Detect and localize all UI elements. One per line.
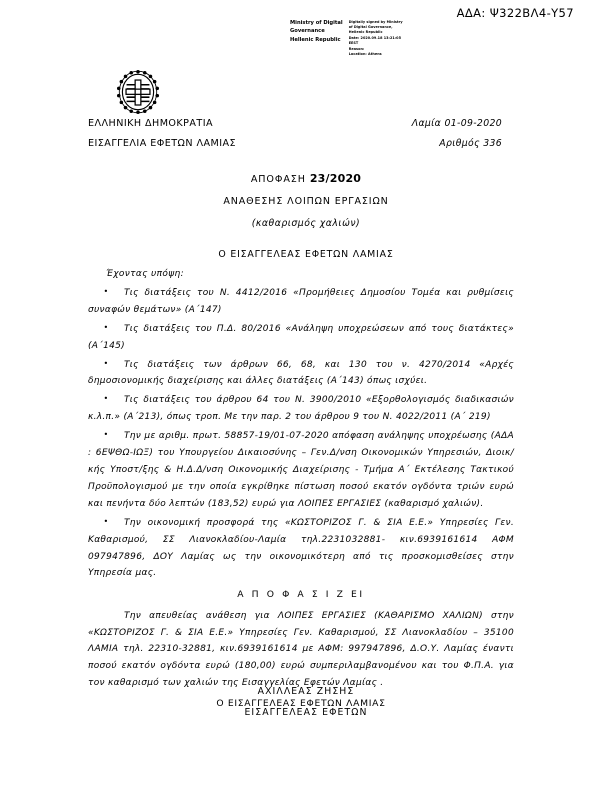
authority-name: ΕΛΛΗΝΙΚΗ ΔΗΜΟΚΡΑΤΙΑ — [88, 118, 214, 129]
list-item-text: Τις διατάξεις του Ν. 4412/2016 «Προμήθειες Δημοσίου Τομέα και ρυθμίσεις συναφών θεμάτων» (Α΄147) — [88, 287, 514, 315]
signature-detail-line: Reason: — [348, 46, 365, 51]
list-item-text: Την με αριθμ. πρωτ. 58857-19/01-07-2020 απόφαση ανάληψης υποχρέωσης (ΑΔΑ : 6ΕΨΘΩ-ΙΩΞ) του Υπουργείου Δικαιοσύνης – Γεν.Δ/νση Οικονομικών Υπηρεσιών, Διοικ/κής Υποστ/ξης & Η.Δ.Δ/νση Οικονομικής Διαχείρισης - Τμήμα Α΄ Εκτέλεσης Τακτικού Προϋπολογισμού με την οποία εγκρίθηκε πίστωση ποσού εκατόν ογδόντα τριών ευρώ και πενήντα δύο λεπτών (183,52) ευρώ για ΛΟΙΠΕΣ ΕΡΓΑΣΙΕΣ (καθαρισμό χαλιών). — [88, 431, 514, 509]
signature-details — [349, 19, 403, 58]
decision-title — [0, 172, 612, 185]
signature-authority-line: Ministry of Digital — [290, 20, 343, 26]
decides-heading: Α Π Ο Φ Α Σ Ι Ζ ΕΙ — [237, 589, 365, 601]
bullet-icon — [88, 284, 124, 299]
closing-officer-title: Ο ΕΙΣΑΓΓΕΛΕΑΣ ΕΦΕΤΩΝ ΛΑΜΙΑΣ — [216, 698, 386, 710]
signature-authority-name — [290, 19, 343, 44]
list-item-text: Τις διατάξεις του Π.Δ. 80/2016 «Ανάληψη υποχρεώσεων από τους διατάκτες» (Α΄145) — [88, 323, 514, 351]
signature-detail-line: of Digital Governance, — [348, 24, 393, 29]
preamble-intro: Έχοντας υπόψη: — [106, 269, 184, 279]
signatory-role: ΕΙΣΑΓΓΕΛΕΑΣ ΕΦΕΤΩΝ — [244, 707, 368, 718]
bullet-icon — [88, 427, 124, 442]
bullet-icon — [88, 320, 124, 335]
bullet-icon — [88, 391, 124, 406]
list-item-text: Την οικονομική προσφορά της «ΚΩΣΤΟΡΙΖΟΣ Γ. & ΣΙΑ Ε.Ε.» Υπηρεσίες Γεν. Καθαρισμού, ΣΣ Λιανοκλαδίου-Λαμία τηλ.2231032881- κιν.6939161614 ΑΦΜ 097947896, ΔΟΥ Λαμίας ως την οικονομικότερη από τις προσκομισθείσες στην Υπηρεσία μας. — [88, 517, 514, 579]
signature-detail-line: Hellenic Republic — [348, 30, 383, 35]
protocol-number: Αριθμός 336 — [439, 138, 502, 149]
decision-number: 23/2020 — [309, 172, 362, 185]
header-row-office — [88, 138, 524, 149]
list-item — [88, 391, 514, 426]
decision-parenthetical: (καθαρισμός χαλιών) — [251, 218, 361, 229]
document-body — [88, 266, 514, 712]
signature-block — [0, 686, 612, 718]
signature-detail-line: Location: Athens — [348, 52, 382, 57]
signature-authority-line: Governance — [290, 28, 325, 35]
list-item — [88, 356, 514, 391]
signature-authority-line: Hellenic Republic — [290, 36, 341, 43]
list-item-text: Τις διατάξεις των άρθρων 66, 68, και 130 του ν. 4270/2014 «Αρχές δημοσιονομικής διαχείρισης και άλλες διατάξεις (Α΄143) όπως ισχύει. — [88, 359, 514, 387]
bullet-icon — [88, 356, 124, 371]
list-item — [88, 320, 514, 355]
document-header — [88, 118, 524, 158]
list-item — [88, 284, 514, 319]
national-emblem-icon — [112, 66, 164, 118]
list-item-text: Τις διατάξεις του άρθρου 64 του Ν. 3900/2010 «Εξορθολογισμός διαδικασιών κ.λ.π.» (Α΄213), όπως τροπ. Με την παρ. 2 του άρθρου 9 του Ν. 4022/2011 (Α΄ 219) — [88, 395, 514, 423]
header-row-authority — [88, 118, 524, 129]
decision-subtitle: ΑΝΑΘΕΣΗΣ ΛΟΙΠΩΝ ΕΡΓΑΣΙΩΝ — [223, 196, 389, 207]
decision-word: ΑΠΟΦΑΣΗ — [250, 174, 310, 185]
issuing-officer-title: Ο ΕΙΣΑΓΓΕΛΕΑΣ ΕΦΕΤΩΝ ΛΑΜΙΑΣ — [218, 249, 394, 260]
signatory-name: ΑΧΙΛΛΕΑΣ ΖΗΣΗΣ — [257, 686, 355, 697]
list-item — [88, 514, 514, 583]
signature-detail-line: Date: 2020.09.18 13:21:05 — [348, 35, 401, 40]
ada-registration-code: ΑΔΑ: Ψ322ΒΛ4-Υ57 — [456, 6, 574, 20]
signature-detail-line: EEST — [348, 41, 359, 46]
digital-signature-stamp — [290, 19, 403, 58]
decision-paragraph: Την απευθείας ανάθεση για ΛΟΙΠΕΣ ΕΡΓΑΣΙΕΣ (ΚΑΘΑΡΙΣΜΟ ΧΑΛΙΩΝ) στην «ΚΩΣΤΟΡΙΖΟΣ Γ. & ΣΙΑ Ε.Ε.» Υπηρεσίες Γεν. Καθαρισμού, ΣΣ Λιανοκλαδίου – 35100 ΛΑΜΙΑ τηλ. 22310-32881, κιν.6939161614 με ΑΦΜ: 997947896, Δ.Ο.Υ. Λαμίας έναντι ποσού εκατόν ογδόντα ευρώ (180,00) ευρώ συμπεριλαμβανομένου και του Φ.Π.Α. για τον καθαρισμό των χαλιών της Εισαγγελίας Εφετών Λαμίας . — [88, 610, 514, 689]
bullet-icon — [88, 514, 124, 529]
title-block — [0, 172, 612, 229]
list-item — [88, 427, 514, 513]
signature-detail-line: Digitally signed by Ministry — [348, 19, 403, 24]
place-and-date: Λαμία 01-09-2020 — [411, 118, 502, 129]
office-name: ΕΙΣΑΓΓΕΛΙΑ ΕΦΕΤΩΝ ΛΑΜΙΑΣ — [88, 138, 237, 149]
